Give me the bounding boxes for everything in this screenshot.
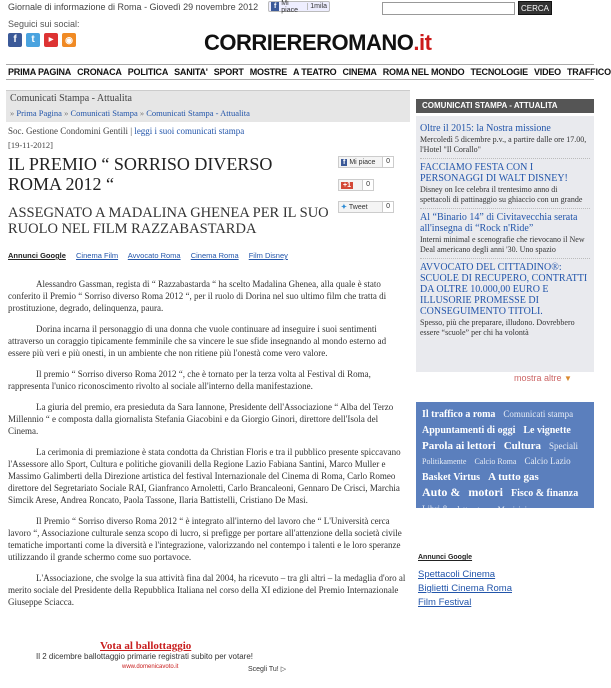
youtube-icon[interactable]: ▶ (44, 33, 58, 47)
google-ads-links (8, 251, 296, 260)
facebook-share-button[interactable] (338, 156, 394, 168)
ad-link[interactable]: Film Disney (248, 251, 288, 260)
nav-item-traffico[interactable]: TRAFFICO (566, 67, 611, 77)
ads-label: Annunci Google (8, 251, 66, 260)
site-tagline: Giornale di informazione di Roma - Giovedì 29 novembre 2012 (8, 2, 259, 12)
article-body (8, 278, 406, 617)
sidebar-news-title[interactable]: Al “Binario 14” di Civitavecchia serata all'insegna di “Rock n'Ride” (420, 212, 578, 234)
sidebar-news-desc: Spesso, più che preparare, illudono. Dovrebbero essere “scuole” per chi ha volontà (420, 318, 575, 337)
site-logo[interactable] (204, 30, 431, 56)
sidebar-news-item (420, 159, 590, 209)
nav-item-cinema[interactable]: CINEMA (342, 67, 377, 77)
ad-link[interactable]: Cinema Film (76, 251, 119, 260)
sidebar-news-list (416, 116, 594, 372)
article-paragraph: Alessandro Gassman, regista di “ Razzabastarda “ ha scelto Madalina Ghenea, alla quale è stato conferito il Premio “ Sorriso diverso Roma 2012 “, per il ruolo di Dorina nel suo ultimo film che tratta di prostituzione, degrado, delinquenza, paura. (8, 279, 387, 313)
sidebar-news-title[interactable]: FACCIAMO FESTA CON I PERSONAGGI DI WALT DISNEY! (420, 162, 568, 184)
sidebar-news-item (420, 120, 590, 159)
ad-link[interactable]: Avvocato Roma (127, 251, 181, 260)
nav-item-teatro[interactable]: A TEATRO (293, 67, 337, 77)
article-paragraph: Il premio “ Sorriso diverso Roma 2012 “, che è tornato per la terza volta al Festival di Roma, rappresenta l'unico riconoscimento rivolto al sociale all'interno della manifestazione. (8, 369, 371, 391)
tag-cloud (416, 402, 594, 514)
article-paragraph: L'Associazione, che svolge la sua attività fina dal 2004, ha ricevuto – tra gli altri – la medaglia d'oro al merito sociale del Presidente della Repubblica Italiana nel corso della XI edizione del Premio Internazionale Giuseppe Sciacca. (8, 573, 406, 607)
google-plus-icon: +1 (343, 181, 351, 189)
sidebar-news-desc: Mercoledì 5 dicembre p.v., a partire dalle ore 17.00, l'Hotel "Il Corallo" (420, 135, 587, 154)
vote-ad-text: Il 2 dicembre ballottaggio primarie registrati subito per votare! (36, 652, 253, 661)
vote-ad-url[interactable]: www.domenicavoto.it (122, 664, 179, 670)
tag-cloud-item[interactable]: motori (468, 485, 503, 499)
gplus-count: 0 (362, 180, 373, 190)
tag-cloud-item[interactable]: Calcio Lazio (524, 456, 571, 466)
main-nav (6, 64, 611, 80)
ad-choices-link[interactable] (248, 665, 286, 673)
article-date: [19-11-2012] (8, 140, 54, 150)
nav-item-tecnologie[interactable]: TECNOLOGIE (470, 67, 528, 77)
vote-ad-title[interactable]: Vota al ballottaggio (100, 640, 192, 652)
facebook-icon: f (343, 158, 346, 166)
social-label: Seguici sui social: (8, 19, 80, 29)
tag-cloud-item[interactable]: Calcio Roma (474, 457, 517, 466)
google-plus-button[interactable] (338, 179, 374, 191)
rss-icon[interactable]: ◉ (62, 33, 76, 47)
tweet-count: 0 (382, 202, 393, 212)
article-paragraph: La cerimonia di premiazione è stata condotta da Christian Floris e tra il pubblico presente spiccavano l'Assessore allo Sport, Cultura e politiche giovanili della Regione Lazio Fabiana Santini, Marco Muller e Massimo Galimberti della Direzione artistica del festival Internazionale del Cinema di Roma, Carlo Romeo direttore del Segretariato Sociale RAI, Gianfranco Arnoletti, Carlo Brancaleoni, Gennaro De Crisci, Marchia Simcik Arese, Andrea Roncato, Paola Tassone, Ilaria Battistelli, Cristiano De Masi. (8, 447, 401, 505)
sidebar-news-desc: Disney on Ice celebra il trentesimo anno di spettacoli di pattinaggio su ghiaccio con un grande (420, 185, 583, 204)
logo-main: CORRIEREROMANO (204, 30, 414, 55)
twitter-icon[interactable]: t (26, 33, 40, 47)
sidebar-ads-label: Annunci Google (418, 554, 473, 561)
fb-share-count: 0 (382, 157, 393, 167)
article-headline: IL PREMIO “ SORRISO DIVERSO ROMA 2012 “ (8, 154, 273, 194)
tag-cloud-item[interactable]: Le vignette (523, 425, 571, 436)
sidebar-news-title[interactable]: Oltre il 2015: la Nostra missione (420, 123, 551, 134)
breadcrumb-item[interactable]: Comunicati Stampa (70, 108, 138, 118)
like-count: 1mila (307, 3, 329, 10)
nav-item-video[interactable]: VIDEO (533, 67, 561, 77)
article-paragraph: Il Premio “ Sorriso diverso Roma 2012 “ è integrato all'interno del lavoro che “ L'Università cerca lavoro “, Associazione culturale senza scopo di lucro, si prefigge per portare all'attenzione della società civile tematiche importanti come la diversità e l'integrazione, valorizzando nel contempo i talenti e le loro speranze utilizzando il grande schermo come suo portavoce. (8, 516, 402, 562)
tag-cloud-item[interactable]: Parola ai lettori (422, 440, 496, 452)
nav-item-mostre[interactable]: MOSTRE (249, 67, 288, 77)
article-author: Soc. Gestione Condomini Gentili | leggi i suoi comunicati stampa (8, 126, 245, 136)
section-title: Comunicati Stampa - Attualita (10, 93, 132, 104)
sidebar-ad-link[interactable]: Film Festival (418, 597, 472, 608)
ad-link[interactable]: Cinema Roma (190, 251, 239, 260)
breadcrumb: » Prima Pagina » Comunicati Stampa » Comunicati Stampa - Attualita (10, 108, 250, 118)
tweet-button[interactable] (338, 201, 394, 213)
facebook-icon[interactable]: f (8, 33, 22, 47)
article-paragraph: La giuria del premio, era presieduta da Sara Iannone, Presidente dell'Associazione “ Alba del Terzo Millennio “ e composta dalla giornalista Stefania Giacobini e da Giorgio Ginori, direttore dell'Isola del Cinema. (8, 402, 394, 436)
tag-cloud-item[interactable]: A tutto gas (488, 471, 539, 483)
sidebar-news-title[interactable]: AVVOCATO DEL CITTADINO®: SCUOLE DI RECUPERO, CONTRATTI DA OLTRE 10.000,00 EURO E ILLUSORIE PROMESSE DI CONSEGUIMENTO TITOLI. (420, 262, 588, 317)
search-button[interactable]: CERCA (518, 1, 552, 15)
tag-cloud-item[interactable]: Auto & (422, 485, 461, 499)
sidebar-news-desc: Interni minimal e scenografie che rievocano il New Deal americano degli anni '30. Uno spazio (420, 235, 585, 254)
tweet-label: Tweet (348, 203, 368, 211)
tag-cloud-item[interactable]: Appuntamenti di oggi (422, 425, 516, 436)
tag-cloud-item[interactable]: Il traffico a roma (422, 409, 496, 420)
sidebar-news-item (420, 259, 590, 341)
sidebar-ad-link[interactable]: Biglietti Cinema Roma (418, 583, 512, 594)
tag-cloud-item[interactable]: Comunicati stampa (503, 409, 574, 419)
tag-cloud-item[interactable]: Libri & (422, 504, 450, 514)
show-more-link[interactable] (514, 373, 572, 383)
fb-share-label: Mi piace (349, 158, 376, 166)
tag-cloud-item[interactable]: Fisco & finanza (511, 488, 579, 499)
ad-choices-label: Scegli Tu! (248, 666, 279, 673)
article-paragraph: Dorina incarna il personaggio di una donna che vuole continuare ad inseguire i suoi sentimenti attraverso un coraggio tipicamente femminile che sa vincere le sue sfide insegnando al mondo esterno ad essere più veri e più onesti, in un ambiente che non ritiene più l'onestà come vero valore. (8, 324, 387, 358)
facebook-like-button[interactable] (268, 1, 330, 12)
sidebar-news-item (420, 209, 590, 259)
author-releases-link[interactable]: leggi i suoi comunicati stampa (134, 126, 245, 136)
facebook-icon: f (271, 2, 279, 11)
tag-cloud-item[interactable]: Speciali (549, 441, 578, 451)
tag-cloud-item[interactable]: Cultura (503, 440, 541, 452)
play-icon: ▷ (280, 666, 287, 673)
like-label: Mi piace (281, 0, 299, 14)
article-subheadline: ASSEGNATO A MADALINA GHENEA PER IL SUO RUOLO NEL FILM RAZZABASTARDA (8, 205, 329, 237)
nav-item-politica[interactable]: POLITICA (127, 67, 169, 77)
sidebar-ad-link[interactable]: Spettacoli Cinema (418, 569, 496, 580)
nav-item-sport[interactable]: SPORT (213, 67, 244, 77)
breadcrumb-item[interactable]: Comunicati Stampa - Attualita (146, 108, 250, 118)
nav-item-prima-pagina[interactable]: PRIMA PAGINA (8, 67, 72, 77)
twitter-bird-icon: ✦ (341, 204, 347, 211)
nav-item-sanita[interactable]: SANITA' (174, 67, 208, 77)
nav-item-roma-nel-mondo[interactable]: ROMA NEL MONDO (382, 67, 465, 77)
tag-cloud-item[interactable]: Politikamente (422, 457, 467, 466)
tag-cloud-item[interactable]: Municipi (497, 505, 528, 514)
nav-item-cronaca[interactable]: CRONACA (77, 67, 122, 77)
author-name: Soc. Gestione Condomini Gentili (8, 126, 128, 136)
arrow-down-icon: ▼ (564, 374, 572, 383)
breadcrumb-item[interactable]: Prima Pagina (16, 108, 62, 118)
tag-cloud-item[interactable]: letteratura (457, 505, 490, 514)
logo-suffix: .it (413, 30, 432, 55)
sidebar-header: COMUNICATI STAMPA - ATTUALITA (416, 99, 594, 113)
show-more-label: mostra altre (514, 373, 562, 383)
tag-cloud-item[interactable]: Basket Virtus (422, 472, 481, 483)
search-input[interactable] (382, 2, 515, 15)
